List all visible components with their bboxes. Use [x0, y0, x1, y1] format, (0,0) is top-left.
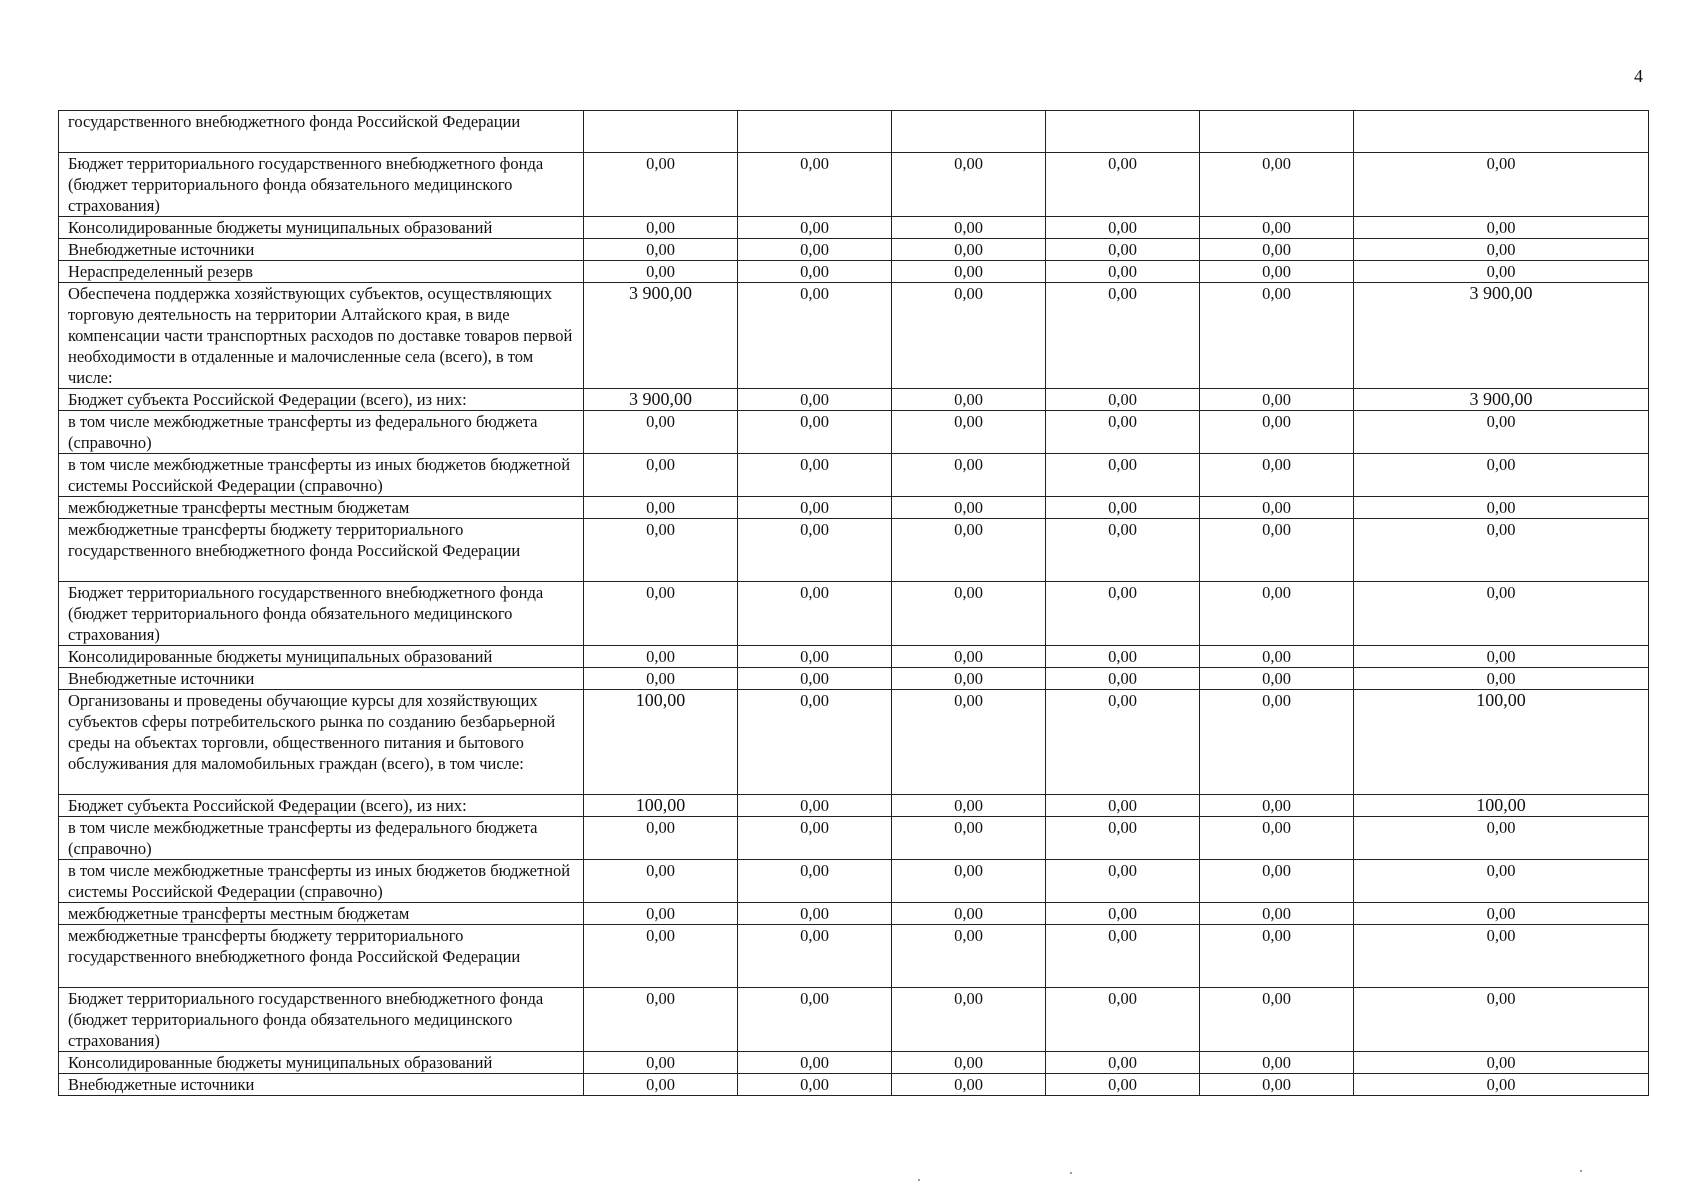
table-row — [59, 988, 1649, 1052]
value-cell: 0,00 — [1046, 1074, 1200, 1096]
value-cell: 0,00 — [738, 1052, 892, 1074]
value-cell: 0,00 — [584, 239, 738, 261]
value-cell: 0,00 — [892, 454, 1046, 497]
value-cell: 0,00 — [892, 389, 1046, 411]
row-label: в том числе межбюджетные трансферты из федерального бюджета (справочно) — [59, 817, 584, 860]
table-row — [59, 239, 1649, 261]
value-cell: 0,00 — [584, 497, 738, 519]
value-cell: 0,00 — [1354, 646, 1649, 668]
budget-table-body — [59, 111, 1649, 1096]
value-cell: 0,00 — [1354, 817, 1649, 860]
value-cell: 0,00 — [738, 217, 892, 239]
value-cell: 0,00 — [1200, 239, 1354, 261]
value-cell: 0,00 — [1046, 988, 1200, 1052]
value-cell: 0,00 — [1200, 860, 1354, 903]
value-cell: 0,00 — [892, 988, 1046, 1052]
value-cell: 0,00 — [1354, 903, 1649, 925]
value-cell: 0,00 — [1200, 217, 1354, 239]
value-cell: 100,00 — [584, 795, 738, 817]
value-cell: 0,00 — [1046, 795, 1200, 817]
value-cell: 0,00 — [1200, 519, 1354, 582]
value-cell: 0,00 — [584, 261, 738, 283]
value-cell: 0,00 — [1354, 217, 1649, 239]
value-cell: 0,00 — [892, 817, 1046, 860]
row-label: Внебюджетные источники — [59, 1074, 584, 1096]
table-row — [59, 111, 1649, 153]
value-cell: 0,00 — [584, 519, 738, 582]
value-cell: 0,00 — [1046, 497, 1200, 519]
value-cell: 0,00 — [1200, 817, 1354, 860]
value-cell: 0,00 — [1046, 153, 1200, 217]
value-cell: 0,00 — [1200, 925, 1354, 988]
value-cell: 0,00 — [892, 646, 1046, 668]
value-cell: 0,00 — [584, 903, 738, 925]
value-cell: 0,00 — [892, 497, 1046, 519]
value-cell — [738, 111, 892, 153]
table-row — [59, 903, 1649, 925]
table-row — [59, 153, 1649, 217]
value-cell: 0,00 — [738, 646, 892, 668]
table-row — [59, 582, 1649, 646]
row-label: Бюджет субъекта Российской Федерации (всего), из них: — [59, 389, 584, 411]
value-cell: 0,00 — [892, 1052, 1046, 1074]
value-cell — [584, 111, 738, 153]
value-cell: 0,00 — [892, 283, 1046, 389]
value-cell: 0,00 — [584, 454, 738, 497]
page-number: 4 — [1634, 66, 1643, 86]
value-cell: 0,00 — [584, 153, 738, 217]
value-cell: 0,00 — [584, 217, 738, 239]
value-cell: 0,00 — [1046, 261, 1200, 283]
value-cell: 0,00 — [1354, 925, 1649, 988]
value-cell: 0,00 — [892, 239, 1046, 261]
row-label: Внебюджетные источники — [59, 239, 584, 261]
value-cell: 0,00 — [1354, 668, 1649, 690]
value-cell: 3 900,00 — [1354, 389, 1649, 411]
value-cell: 0,00 — [584, 1052, 738, 1074]
value-cell: 100,00 — [584, 690, 738, 795]
row-label: в том числе межбюджетные трансферты из иных бюджетов бюджетной системы Российской Федерации (справочно) — [59, 454, 584, 497]
value-cell: 100,00 — [1354, 690, 1649, 795]
table-row — [59, 668, 1649, 690]
value-cell: 0,00 — [892, 519, 1046, 582]
value-cell: 0,00 — [1200, 668, 1354, 690]
value-cell: 0,00 — [1046, 903, 1200, 925]
value-cell: 3 900,00 — [1354, 283, 1649, 389]
scan-speck — [918, 1179, 920, 1181]
value-cell: 0,00 — [1046, 860, 1200, 903]
value-cell — [892, 111, 1046, 153]
value-cell: 0,00 — [1354, 1074, 1649, 1096]
table-row — [59, 519, 1649, 582]
table-row — [59, 389, 1649, 411]
value-cell: 0,00 — [584, 1074, 738, 1096]
value-cell: 0,00 — [1200, 261, 1354, 283]
value-cell: 0,00 — [738, 153, 892, 217]
value-cell: 0,00 — [738, 261, 892, 283]
table-row — [59, 261, 1649, 283]
value-cell: 0,00 — [1046, 1052, 1200, 1074]
row-label: Нераспределенный резерв — [59, 261, 584, 283]
row-label: Организованы и проведены обучающие курсы для хозяйствующих субъектов сферы потребительского рынка по созданию безбарьерной среды на объектах торговли, общественного питания и бытового обслуживания для маломобильных граждан (всего), в том числе: — [59, 690, 584, 795]
table-row — [59, 646, 1649, 668]
value-cell: 0,00 — [738, 860, 892, 903]
value-cell: 0,00 — [1354, 153, 1649, 217]
value-cell: 0,00 — [738, 903, 892, 925]
row-label: межбюджетные трансферты местным бюджетам — [59, 497, 584, 519]
value-cell: 0,00 — [1354, 519, 1649, 582]
value-cell: 0,00 — [738, 1074, 892, 1096]
row-label: Консолидированные бюджеты муниципальных образований — [59, 217, 584, 239]
value-cell: 0,00 — [738, 690, 892, 795]
value-cell: 0,00 — [1200, 389, 1354, 411]
value-cell: 0,00 — [892, 690, 1046, 795]
value-cell: 0,00 — [584, 582, 738, 646]
value-cell: 0,00 — [1200, 690, 1354, 795]
table-row — [59, 860, 1649, 903]
value-cell: 0,00 — [1200, 646, 1354, 668]
value-cell: 0,00 — [1354, 860, 1649, 903]
value-cell: 0,00 — [738, 925, 892, 988]
table-row — [59, 497, 1649, 519]
row-label: межбюджетные трансферты местным бюджетам — [59, 903, 584, 925]
value-cell: 0,00 — [1200, 153, 1354, 217]
value-cell: 0,00 — [1200, 1074, 1354, 1096]
value-cell: 0,00 — [1200, 283, 1354, 389]
row-label: Бюджет территориального государственного внебюджетного фонда (бюджет территориального фонда обязательного медицинского страхования) — [59, 153, 584, 217]
value-cell: 0,00 — [892, 217, 1046, 239]
table-row — [59, 1074, 1649, 1096]
value-cell: 0,00 — [1046, 283, 1200, 389]
value-cell: 0,00 — [738, 497, 892, 519]
value-cell: 0,00 — [1200, 582, 1354, 646]
row-label: Бюджет территориального государственного внебюджетного фонда (бюджет территориального фонда обязательного медицинского страхования) — [59, 582, 584, 646]
scan-speck — [1580, 1170, 1582, 1172]
row-label: межбюджетные трансферты бюджету территориального государственного внебюджетного фонда Российской Федерации — [59, 519, 584, 582]
value-cell: 0,00 — [584, 411, 738, 454]
value-cell: 0,00 — [738, 411, 892, 454]
row-label: межбюджетные трансферты бюджету территориального государственного внебюджетного фонда Российской Федерации — [59, 925, 584, 988]
value-cell: 0,00 — [584, 988, 738, 1052]
table-row — [59, 411, 1649, 454]
value-cell: 0,00 — [1354, 497, 1649, 519]
table-row — [59, 217, 1649, 239]
value-cell: 0,00 — [1354, 1052, 1649, 1074]
value-cell: 0,00 — [1200, 454, 1354, 497]
value-cell: 0,00 — [1046, 925, 1200, 988]
table-row — [59, 925, 1649, 988]
value-cell: 0,00 — [738, 239, 892, 261]
value-cell: 0,00 — [738, 795, 892, 817]
table-row — [59, 283, 1649, 389]
value-cell: 0,00 — [892, 925, 1046, 988]
value-cell — [1354, 111, 1649, 153]
value-cell: 0,00 — [738, 454, 892, 497]
value-cell: 0,00 — [1354, 582, 1649, 646]
value-cell — [1046, 111, 1200, 153]
row-label: в том числе межбюджетные трансферты из иных бюджетов бюджетной системы Российской Федерации (справочно) — [59, 860, 584, 903]
row-label: Бюджет субъекта Российской Федерации (всего), из них: — [59, 795, 584, 817]
row-label: Обеспечена поддержка хозяйствующих субъектов, осуществляющих торговую деятельность на территории Алтайского края, в виде компенсации части транспортных расходов по доставке товаров первой необходимости в отдаленные и малочисленные села (всего), в том числе: — [59, 283, 584, 389]
row-label: Консолидированные бюджеты муниципальных образований — [59, 646, 584, 668]
value-cell: 0,00 — [892, 411, 1046, 454]
value-cell: 0,00 — [738, 988, 892, 1052]
value-cell: 0,00 — [738, 389, 892, 411]
row-label: Бюджет территориального государственного внебюджетного фонда (бюджет территориального фонда обязательного медицинского страхования) — [59, 988, 584, 1052]
value-cell: 0,00 — [584, 646, 738, 668]
value-cell: 0,00 — [1200, 903, 1354, 925]
value-cell: 0,00 — [1200, 795, 1354, 817]
row-label: государственного внебюджетного фонда Российской Федерации — [59, 111, 584, 153]
value-cell: 0,00 — [1046, 817, 1200, 860]
value-cell: 0,00 — [738, 582, 892, 646]
value-cell: 100,00 — [1354, 795, 1649, 817]
value-cell: 0,00 — [1354, 454, 1649, 497]
value-cell: 0,00 — [892, 1074, 1046, 1096]
value-cell: 0,00 — [1046, 454, 1200, 497]
value-cell: 0,00 — [1046, 239, 1200, 261]
value-cell: 0,00 — [738, 668, 892, 690]
value-cell: 0,00 — [584, 925, 738, 988]
value-cell: 0,00 — [1046, 217, 1200, 239]
value-cell: 0,00 — [1200, 1052, 1354, 1074]
value-cell: 0,00 — [1200, 497, 1354, 519]
value-cell: 0,00 — [1354, 239, 1649, 261]
value-cell: 0,00 — [1354, 261, 1649, 283]
value-cell: 0,00 — [1046, 668, 1200, 690]
value-cell: 0,00 — [892, 153, 1046, 217]
value-cell: 0,00 — [1046, 582, 1200, 646]
table-row — [59, 690, 1649, 795]
row-label: Внебюджетные источники — [59, 668, 584, 690]
value-cell: 0,00 — [738, 283, 892, 389]
value-cell: 0,00 — [738, 817, 892, 860]
value-cell: 0,00 — [738, 519, 892, 582]
table-row — [59, 817, 1649, 860]
row-label: Консолидированные бюджеты муниципальных образований — [59, 1052, 584, 1074]
value-cell: 0,00 — [1046, 646, 1200, 668]
value-cell: 0,00 — [584, 860, 738, 903]
value-cell: 0,00 — [892, 795, 1046, 817]
value-cell: 0,00 — [892, 261, 1046, 283]
value-cell: 0,00 — [584, 817, 738, 860]
value-cell — [1200, 111, 1354, 153]
value-cell: 0,00 — [1354, 411, 1649, 454]
table-row — [59, 795, 1649, 817]
value-cell: 0,00 — [1046, 389, 1200, 411]
value-cell: 0,00 — [892, 903, 1046, 925]
value-cell: 0,00 — [1046, 519, 1200, 582]
scan-speck — [1070, 1172, 1072, 1174]
value-cell: 0,00 — [892, 582, 1046, 646]
value-cell: 0,00 — [1046, 690, 1200, 795]
value-cell: 0,00 — [1200, 988, 1354, 1052]
table-row — [59, 1052, 1649, 1074]
budget-table — [58, 110, 1649, 1096]
value-cell: 0,00 — [584, 668, 738, 690]
value-cell: 0,00 — [1200, 411, 1354, 454]
value-cell: 3 900,00 — [584, 283, 738, 389]
value-cell: 0,00 — [892, 668, 1046, 690]
value-cell: 0,00 — [1046, 411, 1200, 454]
row-label: в том числе межбюджетные трансферты из федерального бюджета (справочно) — [59, 411, 584, 454]
value-cell: 0,00 — [892, 860, 1046, 903]
value-cell: 3 900,00 — [584, 389, 738, 411]
table-row — [59, 454, 1649, 497]
value-cell: 0,00 — [1354, 988, 1649, 1052]
